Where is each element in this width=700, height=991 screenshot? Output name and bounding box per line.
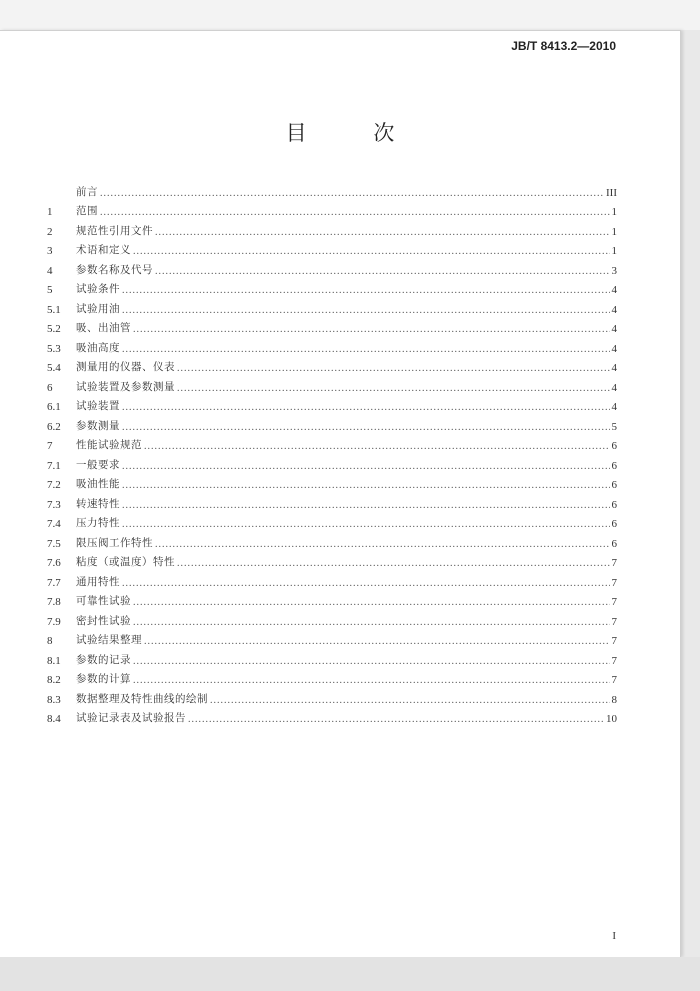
toc-leader-dots: [177, 363, 610, 374]
toc-entry[interactable]: [47, 374, 617, 394]
toc-entry-page: 4: [611, 362, 617, 374]
toc-leader-dots: [144, 636, 610, 647]
toc-entry-label: 压力特性: [76, 517, 120, 529]
toc-entry[interactable]: [47, 199, 617, 219]
toc-leader-dots: [133, 675, 610, 686]
toc-entry[interactable]: [47, 452, 617, 472]
toc-leader-dots: [100, 207, 610, 218]
toc-leader-dots: [122, 461, 610, 472]
toc-entry[interactable]: [47, 413, 617, 433]
toc-entry-number: 7: [47, 440, 53, 452]
toc-entry-label: 范围: [76, 205, 98, 217]
toc-leader-dots: [188, 714, 604, 725]
toc-entry-number: 8.2: [47, 674, 61, 686]
toc-entry-label: 试验结果整理: [76, 634, 142, 646]
toc-entry-label: 吸、出油管: [76, 322, 131, 334]
toc-entry-page: 4: [611, 303, 617, 316]
toc-entry[interactable]: [47, 706, 617, 726]
toc-entry-label: 前言: [76, 185, 98, 198]
toc-entry-page: 7: [611, 557, 617, 569]
toc-entry-number: 7.8: [47, 596, 61, 608]
toc-entry[interactable]: [47, 257, 617, 277]
toc-leader-dots: [155, 266, 610, 277]
toc-entry[interactable]: [47, 218, 617, 238]
toc-leader-dots: [122, 285, 610, 296]
toc-entry[interactable]: [47, 238, 617, 258]
toc-entry-number: 2: [47, 225, 53, 238]
page-number: I: [612, 930, 616, 942]
toc-entry[interactable]: [47, 179, 617, 199]
toc-entry[interactable]: [47, 335, 617, 355]
toc-entry-number: 7.2: [47, 479, 61, 491]
toc-leader-dots: [122, 344, 610, 355]
toc-entry[interactable]: [47, 628, 617, 648]
toc-entry-label: 吸油高度: [76, 341, 120, 354]
toc-entry[interactable]: [47, 511, 617, 531]
toc-entry-page: 1: [611, 245, 617, 257]
toc-entry-label: 术语和定义: [76, 244, 131, 256]
toc-entry[interactable]: [47, 550, 617, 570]
toc-entry-number: 5.2: [47, 323, 61, 335]
toc-leader-dots: [100, 188, 604, 199]
toc-leader-dots: [144, 441, 610, 452]
toc-entry-number: 6.1: [47, 401, 61, 413]
toc-entry-number: 7.3: [47, 498, 61, 511]
toc-entry-page: 6: [611, 479, 617, 491]
toc-entry-page: 4: [611, 342, 617, 355]
toc-entry-page: 1: [611, 206, 617, 218]
toc-entry-number: 8.1: [47, 654, 61, 667]
toc-entry-page: 10: [606, 713, 617, 725]
toc-leader-dots: [122, 422, 610, 433]
table-of-contents: [47, 179, 617, 725]
toc-leader-dots: [122, 500, 610, 511]
toc-entry-page: 7: [611, 654, 617, 667]
toc-entry-label: 转速特性: [76, 497, 120, 510]
toc-leader-dots: [122, 402, 610, 413]
toc-entry-page: 4: [611, 401, 617, 413]
toc-leader-dots: [155, 227, 610, 238]
toc-entry[interactable]: [47, 686, 617, 706]
toc-entry-label: 粘度（或温度）特性: [76, 556, 175, 568]
toc-entry[interactable]: [47, 569, 617, 589]
toc-entry[interactable]: [47, 433, 617, 453]
toc-entry-number: 7.7: [47, 576, 61, 589]
toc-entry-number: 8.3: [47, 693, 61, 706]
toc-entry-label: 参数的记录: [76, 653, 131, 666]
toc-leader-dots: [122, 305, 610, 316]
toc-entry-page: 7: [611, 576, 617, 589]
toc-title: 目 次: [285, 121, 425, 145]
toc-leader-dots: [155, 539, 610, 550]
toc-entry[interactable]: [47, 296, 617, 316]
toc-entry-number: 7.6: [47, 557, 61, 569]
toc-leader-dots: [122, 519, 610, 530]
toc-entry-page: 1: [611, 225, 617, 238]
toc-entry-page: 6: [611, 498, 617, 511]
toc-entry-page: 5: [611, 420, 617, 433]
toc-entry-number: 6: [47, 381, 53, 394]
toc-entry-label: 吸油性能: [76, 478, 120, 490]
toc-entry-page: 8: [611, 693, 617, 706]
toc-entry[interactable]: [47, 355, 617, 375]
toc-entry-label: 试验条件: [76, 283, 120, 295]
toc-entry-number: 1: [47, 206, 53, 218]
toc-entry[interactable]: [47, 491, 617, 511]
toc-entry-label: 性能试验规范: [76, 439, 142, 451]
toc-entry[interactable]: [47, 530, 617, 550]
toc-leader-dots: [133, 324, 610, 335]
toc-entry-page: 7: [611, 596, 617, 608]
toc-leader-dots: [133, 617, 610, 628]
toc-entry-page: 6: [611, 459, 617, 472]
toc-leader-dots: [133, 597, 610, 608]
standard-number: JB/T 8413.2—2010: [511, 39, 616, 53]
toc-leader-dots: [210, 695, 610, 706]
toc-entry[interactable]: [47, 472, 617, 492]
toc-entry[interactable]: [47, 316, 617, 336]
toc-entry-label: 参数名称及代号: [76, 263, 153, 276]
toc-entry-number: 4: [47, 264, 53, 277]
toc-leader-dots: [177, 558, 610, 569]
toc-entry[interactable]: [47, 394, 617, 414]
toc-entry[interactable]: [47, 608, 617, 628]
document-page: [0, 30, 681, 957]
toc-entry-label: 可靠性试验: [76, 595, 131, 607]
toc-entry-number: 7.9: [47, 615, 61, 628]
toc-entry[interactable]: [47, 277, 617, 297]
toc-entry-number: 7.4: [47, 518, 61, 530]
toc-entry-number: 7.5: [47, 537, 61, 550]
toc-entry-number: 5: [47, 284, 53, 296]
toc-entry-label: 密封性试验: [76, 614, 131, 627]
toc-entry-number: 8.4: [47, 713, 61, 725]
toc-leader-dots: [122, 480, 610, 491]
toc-entry-label: 限压阀工作特性: [76, 536, 153, 549]
toc-entry-label: 参数的计算: [76, 673, 131, 685]
toc-entry-number: 6.2: [47, 420, 61, 433]
toc-entry-page: 4: [611, 284, 617, 296]
toc-entry-page: 6: [611, 537, 617, 550]
toc-entry-label: 数据整理及特性曲线的绘制: [76, 692, 208, 705]
toc-leader-dots: [122, 578, 610, 589]
toc-entry-number: 5.1: [47, 303, 61, 316]
toc-entry-page: 6: [611, 518, 617, 530]
toc-entry-label: 通用特性: [76, 575, 120, 588]
toc-entry-number: 8: [47, 635, 53, 647]
toc-entry-number: 5.4: [47, 362, 61, 374]
toc-entry-label: 试验用油: [76, 302, 120, 315]
toc-entry-number: 3: [47, 245, 53, 257]
toc-leader-dots: [133, 656, 610, 667]
viewer-bottom-strip: [0, 957, 700, 991]
toc-leader-dots: [177, 383, 610, 394]
toc-entry-page: 7: [611, 635, 617, 647]
viewer-top-strip: [0, 0, 700, 30]
toc-entry-page: III: [606, 186, 617, 199]
toc-entry[interactable]: [47, 647, 617, 667]
toc-entry[interactable]: [47, 589, 617, 609]
toc-entry-label: 规范性引用文件: [76, 224, 153, 237]
toc-entry-label: 一般要求: [76, 458, 120, 471]
toc-entry-page: 7: [611, 615, 617, 628]
toc-entry-page: 3: [611, 264, 617, 277]
toc-leader-dots: [133, 246, 610, 257]
toc-entry-label: 测量用的仪器、仪表: [76, 361, 175, 373]
toc-entry-label: 试验装置: [76, 400, 120, 412]
toc-entry-page: 6: [611, 440, 617, 452]
toc-entry-label: 参数测量: [76, 419, 120, 432]
toc-entry[interactable]: [47, 667, 617, 687]
toc-entry-label: 试验记录表及试验报告: [76, 712, 186, 724]
toc-entry-label: 试验装置及参数测量: [76, 380, 175, 393]
toc-entry-page: 4: [611, 381, 617, 394]
toc-entry-number: 7.1: [47, 459, 61, 472]
toc-entry-page: 7: [611, 674, 617, 686]
toc-entry-page: 4: [611, 323, 617, 335]
toc-entry-number: 5.3: [47, 342, 61, 355]
